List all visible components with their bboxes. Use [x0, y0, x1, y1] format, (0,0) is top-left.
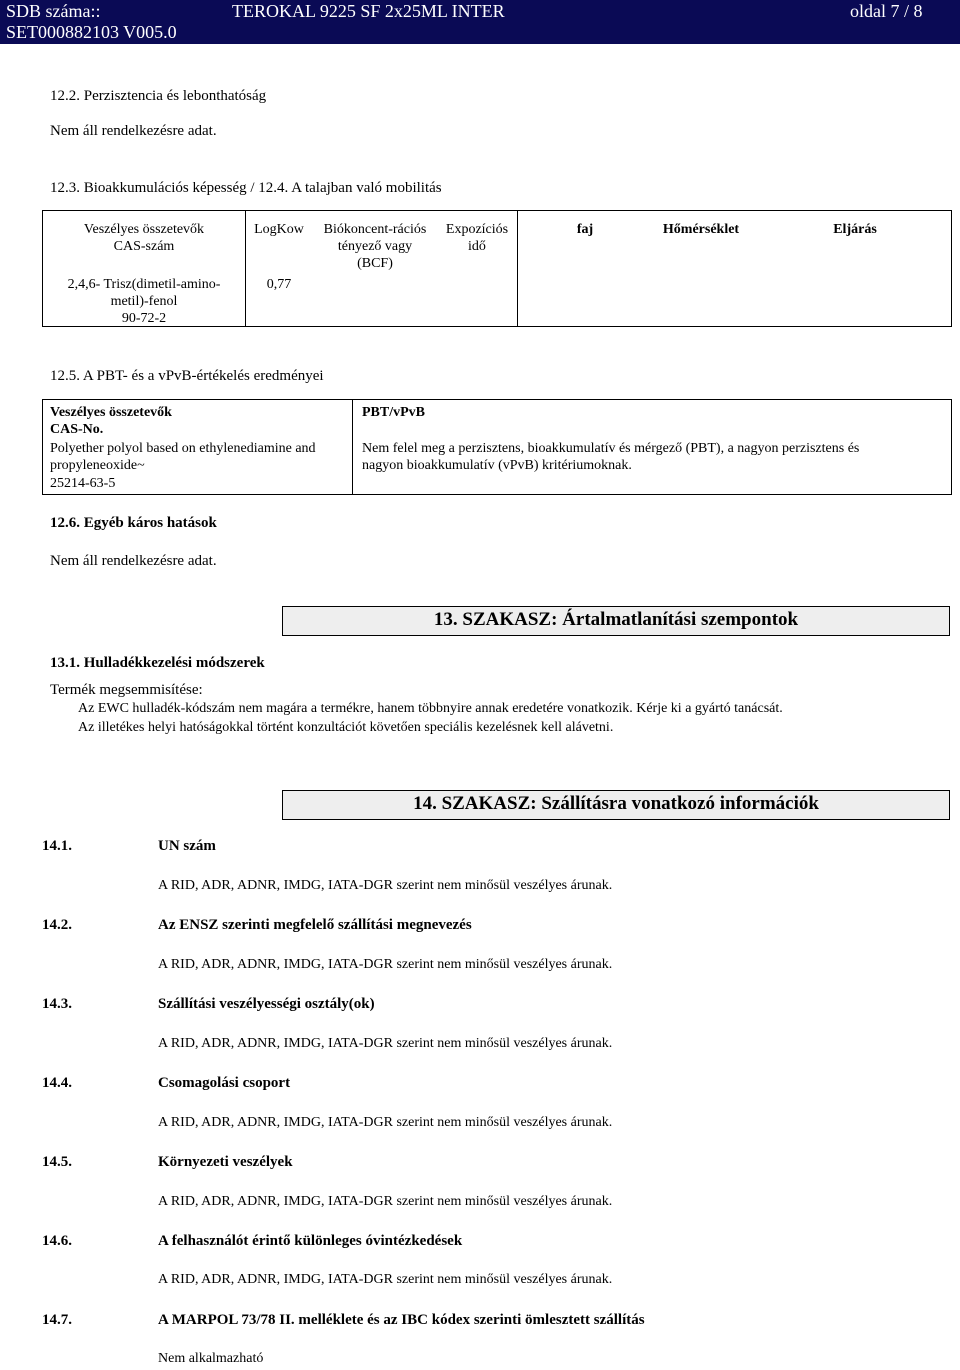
- table-row-name-line1: Polyether polyol based on ethylenediamine and: [50, 441, 316, 456]
- item-value: Nem alkalmazható: [158, 1351, 264, 1366]
- item-number: 14.5.: [42, 1154, 72, 1170]
- section-12-6-title: 12.6. Egyéb káros hatások: [50, 515, 217, 531]
- col-header-pbt: PBT/vPvB: [362, 405, 426, 420]
- item-value: A RID, ADR, ADNR, IMDG, IATA-DGR szerint nem minősül veszélyes árunak.: [158, 1115, 613, 1130]
- section-14-banner: [282, 790, 950, 820]
- sds-code: SET000882103 V005.0: [6, 22, 177, 42]
- col-header-cas: CAS-No.: [50, 422, 104, 437]
- col-header-bcf: Biókoncent-rációs tényező vagy (BCF): [323, 222, 427, 271]
- item-label: Környezeti veszélyek: [158, 1154, 293, 1170]
- col-header-exposure: Expozíciós idő: [445, 222, 509, 254]
- item-number: 14.4.: [42, 1075, 72, 1091]
- section-13-line1: Az EWC hulladék-kódszám nem magára a termékre, hanem többnyire annak eredetére vonatkozik. Kérje ki a gyártó tanácsát.: [78, 701, 783, 716]
- item-number: 14.7.: [42, 1312, 72, 1328]
- col-header-species: faj: [576, 222, 594, 237]
- section-12-2-title: 12.2. Perzisztencia és lebonthatóság: [50, 88, 267, 104]
- item-value: A RID, ADR, ADNR, IMDG, IATA-DGR szerint nem minősül veszélyes árunak.: [158, 957, 613, 972]
- col-header-method: Eljárás: [833, 222, 877, 237]
- item-number: 14.1.: [42, 838, 72, 854]
- item-value: A RID, ADR, ADNR, IMDG, IATA-DGR szerint nem minősül veszélyes árunak.: [158, 1272, 613, 1287]
- section-12-6-text: Nem áll rendelkezésre adat.: [50, 553, 217, 569]
- section-13-title: 13. SZAKASZ: Ártalmatlanítási szempontok: [433, 609, 799, 630]
- table-row-pbt-line2: nagyon bioakkumulatív (vPvB) kritériumoknak.: [362, 458, 632, 473]
- table-row-cas: 25214-63-5: [50, 476, 116, 491]
- item-label: A felhasználót érintő különleges óvintézkedések: [158, 1233, 463, 1249]
- section-12-5-title: 12.5. A PBT- és a vPvB-értékelés eredményei: [50, 368, 324, 384]
- section-13-line2: Az illetékes helyi hatóságokkal történt konzultációt követően speciális kezelésnek kell alávetni.: [78, 720, 614, 735]
- col-header-logkow: LogKow: [254, 222, 304, 237]
- item-label: Szállítási veszélyességi osztály(ok): [158, 996, 375, 1012]
- table-row-pbt-line1: Nem felel meg a perzisztens, bioakkumulatív és mérgező (PBT), a nagyon perzisztens és: [362, 441, 860, 456]
- item-label: Az ENSZ szerinti megfelelő szállítási megnevezés: [158, 917, 472, 933]
- page-number: oldal 7 / 8: [850, 1, 923, 21]
- item-label: A MARPOL 73/78 II. melléklete és az IBC kódex szerinti ömlesztett szállítás: [158, 1312, 645, 1328]
- item-label: UN szám: [158, 838, 216, 854]
- col-header-component: Veszélyes összetevők: [50, 405, 172, 420]
- item-number: 14.3.: [42, 996, 72, 1012]
- item-value: A RID, ADR, ADNR, IMDG, IATA-DGR szerint nem minősül veszélyes árunak.: [158, 1194, 613, 1209]
- section-14-title: 14. SZAKASZ: Szállításra vonatkozó információk: [413, 793, 819, 814]
- col-header-temperature: Hőmérséklet: [662, 222, 740, 237]
- item-value: A RID, ADR, ADNR, IMDG, IATA-DGR szerint nem minősül veszélyes árunak.: [158, 1036, 613, 1051]
- section-13-banner: [282, 606, 950, 636]
- sds-label: SDB száma::: [6, 1, 101, 21]
- section-13-1-title: 13.1. Hulladékkezelési módszerek: [50, 655, 265, 671]
- section-13-label: Termék megsemmisítése:: [50, 682, 203, 698]
- item-label: Csomagolási csoport: [158, 1075, 291, 1091]
- item-value: A RID, ADR, ADNR, IMDG, IATA-DGR szerint nem minősül veszélyes árunak.: [158, 878, 613, 893]
- section-12-3-title: 12.3. Bioakkumulációs képesség / 12.4. A talajban való mobilitás: [50, 180, 442, 196]
- col-header-component: Veszélyes összetevők CAS-szám: [83, 222, 205, 254]
- item-number: 14.6.: [42, 1233, 72, 1249]
- item-number: 14.2.: [42, 917, 72, 933]
- page-header: [0, 0, 960, 44]
- table-row-logkow: 0,77: [266, 277, 292, 292]
- section-12-2-text: Nem áll rendelkezésre adat.: [50, 123, 217, 139]
- product-name: TEROKAL 9225 SF 2x25ML INTER: [232, 1, 505, 21]
- table-row-component: 2,4,6- Trisz(dimetil-amino- metil)-fenol 90-72-2: [67, 277, 221, 326]
- table-row-name-line2: propyleneoxide~: [50, 458, 145, 473]
